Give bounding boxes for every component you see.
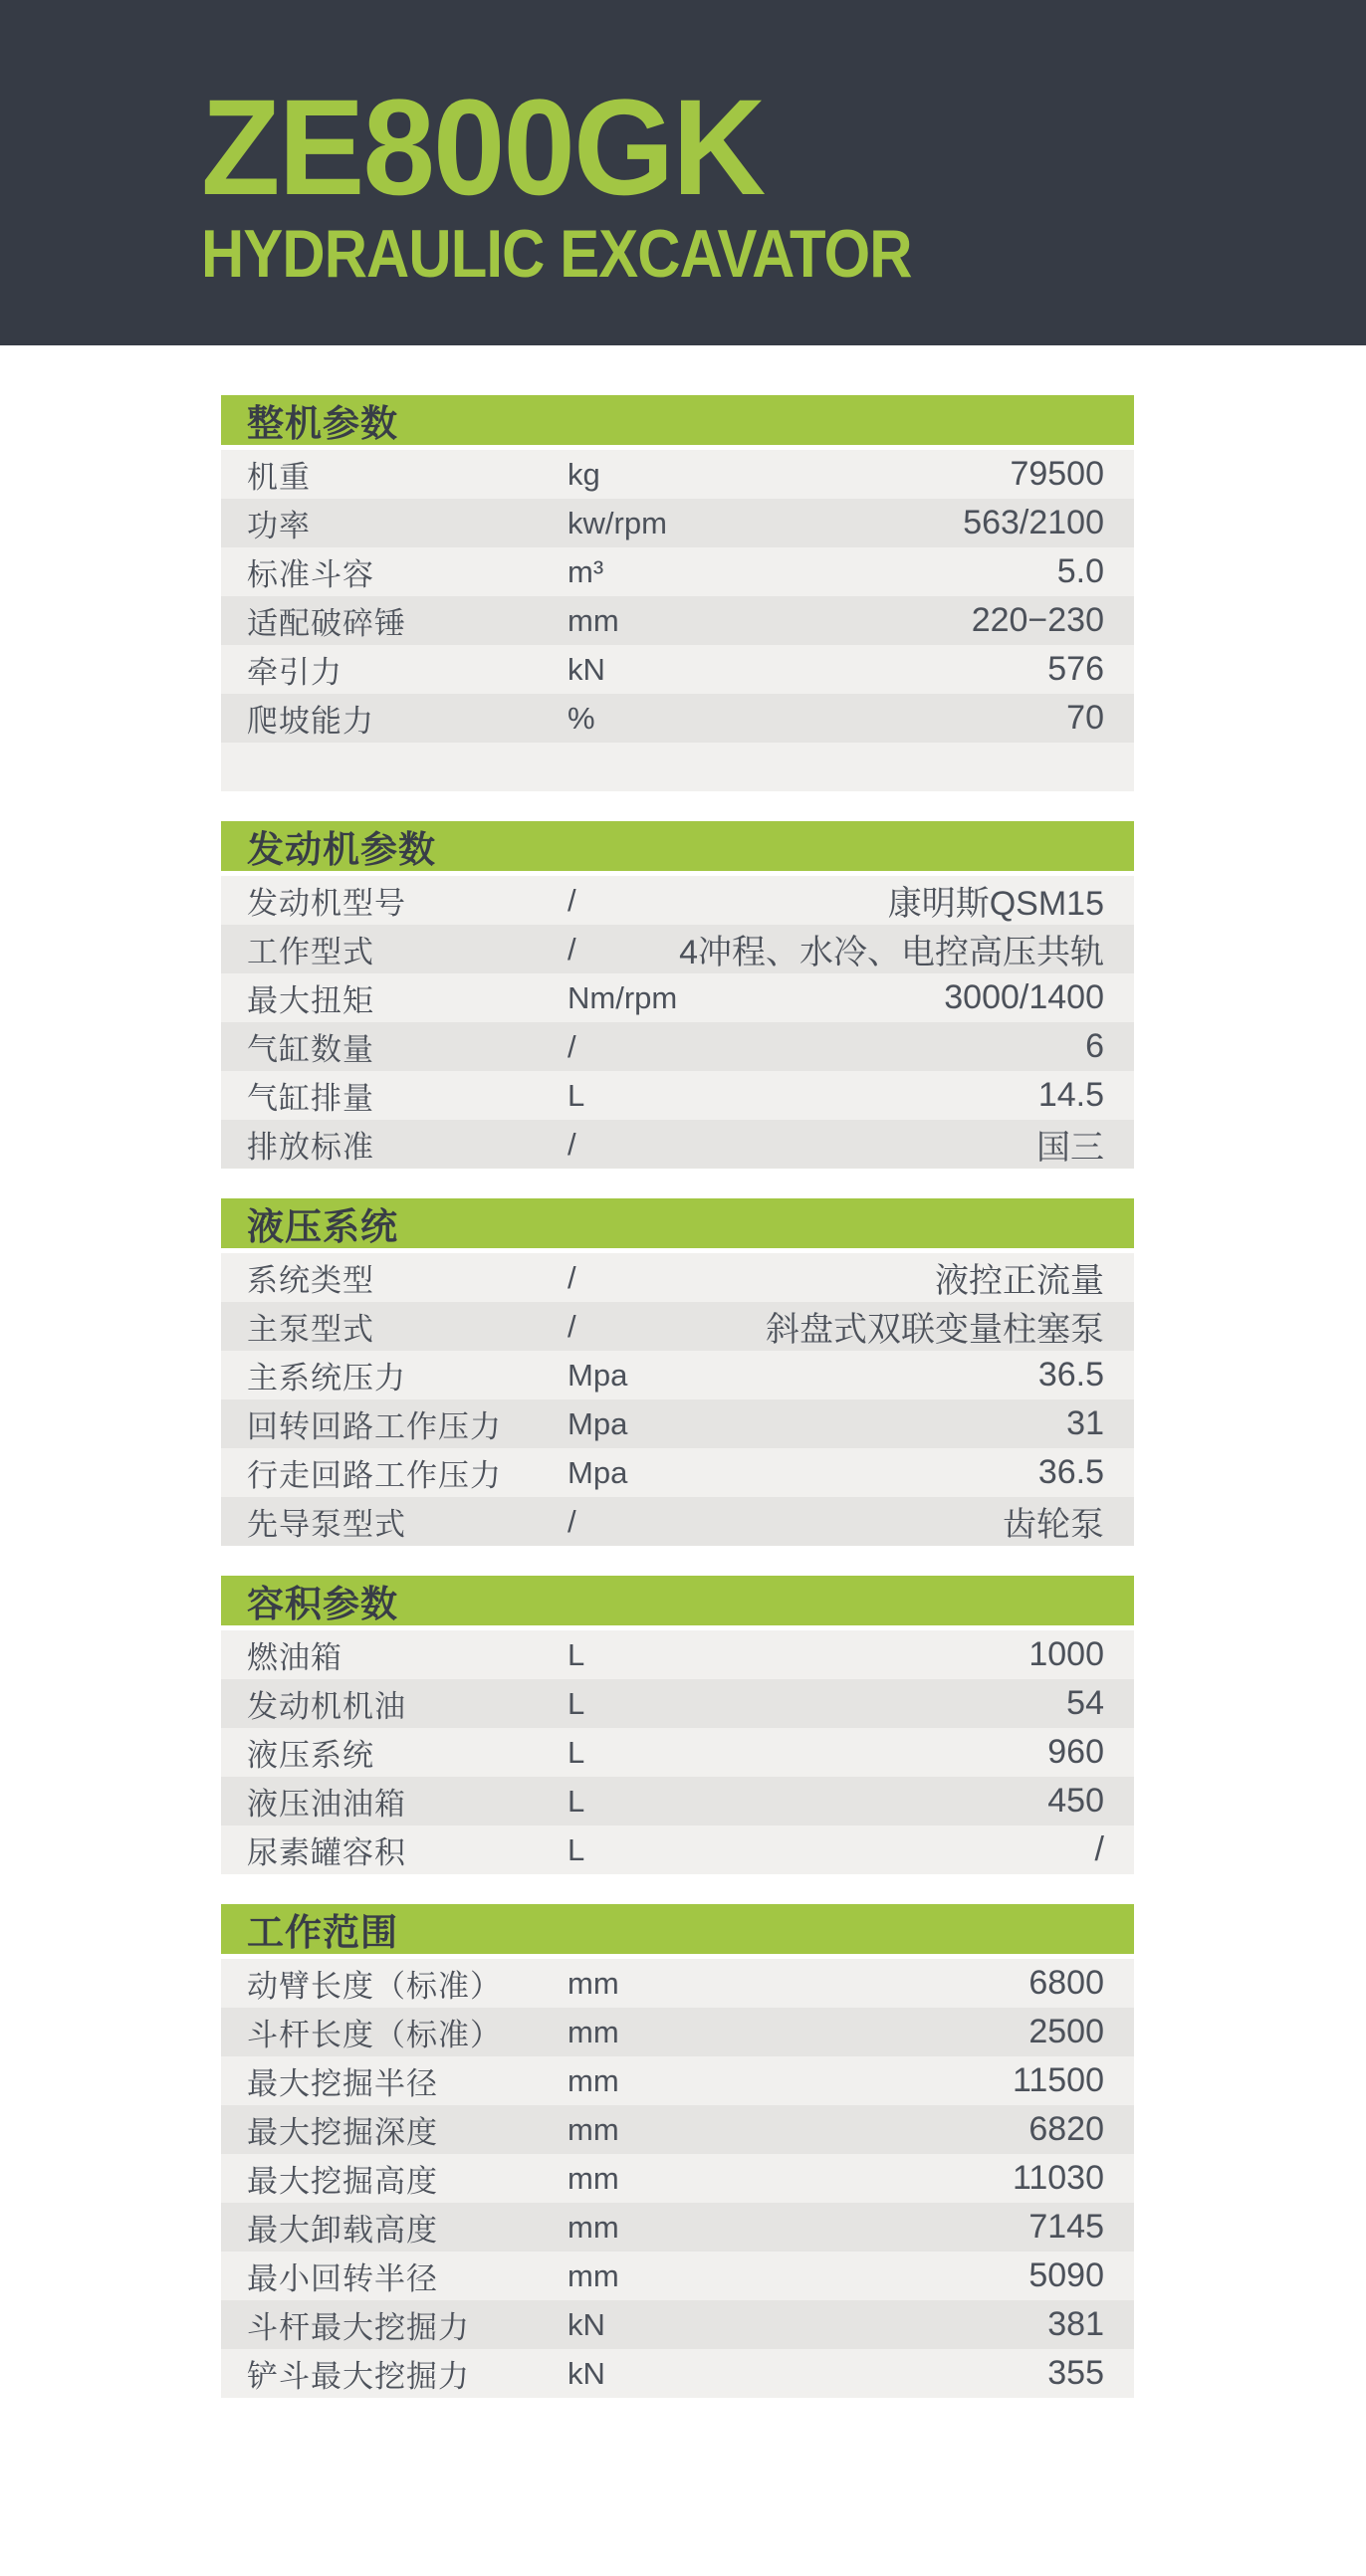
spec-unit: L <box>568 1783 585 1819</box>
table-header-engine: 发动机参数 <box>221 821 1134 876</box>
spec-row <box>221 1351 1134 1399</box>
spec-value: 36.5 <box>1037 1356 1104 1394</box>
spec-label: 最大挖掘深度 <box>247 2115 438 2150</box>
spec-row <box>221 2056 1134 2105</box>
spec-unit: % <box>568 700 595 736</box>
spec-unit: kN <box>568 651 605 687</box>
spec-row <box>221 1679 1134 1728</box>
spec-row <box>221 2105 1134 2154</box>
spec-value: 7145 <box>1028 2208 1104 2246</box>
spec-value: 6800 <box>1028 1964 1104 2002</box>
spec-unit: / <box>568 931 576 966</box>
spec-label: 斗杆最大挖掘力 <box>247 2310 470 2345</box>
table-rows-overall <box>221 450 1134 791</box>
table-hydraulic-system <box>221 1198 1134 1546</box>
spec-row <box>221 876 1134 925</box>
spec-value: 齿轮泵 <box>1003 1506 1104 1544</box>
spec-value: 国三 <box>1036 1129 1104 1167</box>
spec-value: / <box>1094 1830 1104 1868</box>
spec-label: 液压系统 <box>247 1738 374 1773</box>
spec-value: 5090 <box>1028 2256 1104 2294</box>
spec-value: 1000 <box>1028 1635 1104 1673</box>
spec-unit: mm <box>568 1965 619 2001</box>
spec-value: 3000/1400 <box>944 978 1104 1016</box>
table-header-hydraulic: 液压系统 <box>221 1198 1134 1253</box>
spec-value: 4冲程、水冷、电控高压共轨 <box>679 934 1104 971</box>
spec-label: 机重 <box>247 460 311 495</box>
spec-value: 11030 <box>1012 2159 1104 2197</box>
spec-unit: mm <box>568 2160 619 2196</box>
hero-banner <box>0 0 1366 345</box>
spec-row <box>221 1777 1134 1825</box>
spec-value: 14.5 <box>1037 1076 1104 1114</box>
spec-unit: / <box>568 1126 576 1162</box>
spec-unit: m³ <box>568 553 604 589</box>
model-title: ZE800GK <box>201 72 765 224</box>
spec-value: 2500 <box>1028 2013 1104 2050</box>
spec-label: 最小回转半径 <box>247 2261 438 2296</box>
spec-label: 最大挖掘高度 <box>247 2164 438 2199</box>
spec-row <box>221 1253 1134 1302</box>
spec-row <box>221 596 1134 645</box>
spec-row <box>221 1728 1134 1777</box>
spec-row <box>221 1959 1134 2008</box>
spec-unit: Mpa <box>568 1405 628 1441</box>
spec-unit: L <box>568 1831 585 1867</box>
spec-unit: mm <box>568 2014 619 2049</box>
spec-value: 5.0 <box>1056 552 1104 590</box>
spec-label: 主泵型式 <box>247 1312 374 1347</box>
spec-value: 355 <box>1047 2354 1104 2392</box>
spec-label: 发动机型号 <box>247 886 406 921</box>
spec-label: 动臂长度（标准） <box>247 1969 502 2004</box>
spec-label: 牵引力 <box>247 655 342 690</box>
spec-row <box>221 450 1134 499</box>
spec-label: 最大卸载高度 <box>247 2213 438 2248</box>
spec-unit: / <box>568 882 576 918</box>
spec-unit: L <box>568 1685 585 1721</box>
spec-row <box>221 1399 1134 1448</box>
spec-label: 斗杆长度（标准） <box>247 2018 502 2052</box>
hero-subtitle-wrap <box>201 216 1366 292</box>
spec-value: 79500 <box>1010 455 1104 493</box>
spec-value: 液控正流量 <box>935 1262 1104 1300</box>
spec-row <box>221 1825 1134 1874</box>
model-subtitle: HYDRAULIC EXCAVATOR <box>201 216 912 292</box>
spec-row <box>221 1302 1134 1351</box>
spec-row <box>221 2349 1134 2398</box>
spec-value: 31 <box>1066 1404 1104 1442</box>
spec-value: 381 <box>1047 2305 1104 2343</box>
spec-label: 爬坡能力 <box>247 704 374 739</box>
spec-label: 主系统压力 <box>247 1361 406 1395</box>
spec-unit: mm <box>568 2111 619 2147</box>
spec-unit: Mpa <box>568 1357 628 1393</box>
spec-value: 36.5 <box>1037 1453 1104 1491</box>
hero-title-wrap <box>201 72 1366 224</box>
spec-row <box>221 2203 1134 2252</box>
spec-value: 576 <box>1047 650 1104 688</box>
spec-tables <box>221 395 1134 2398</box>
spec-row <box>221 1630 1134 1679</box>
table-rows-capacity <box>221 1630 1134 1874</box>
spec-row <box>221 694 1134 743</box>
spec-value: 斜盘式双联变量柱塞泵 <box>766 1311 1104 1349</box>
spec-value: 54 <box>1066 1684 1104 1722</box>
table-rows-hydraulic <box>221 1253 1134 1546</box>
table-header-capacity: 容积参数 <box>221 1576 1134 1630</box>
spec-label: 燃油箱 <box>247 1640 342 1675</box>
table-overall-parameters <box>221 395 1134 791</box>
spec-label: 发动机机油 <box>247 1689 406 1724</box>
spec-unit: kN <box>568 2355 605 2391</box>
spec-unit: mm <box>568 2209 619 2245</box>
spec-label: 工作型式 <box>247 935 374 969</box>
spec-unit: mm <box>568 2062 619 2098</box>
spec-label: 气缸数量 <box>247 1032 374 1067</box>
table-engine-parameters <box>221 821 1134 1169</box>
spec-row <box>221 1120 1134 1169</box>
table-rows-working-range <box>221 1959 1134 2398</box>
spec-unit: kg <box>568 456 600 492</box>
spec-row <box>221 973 1134 1022</box>
table-working-range <box>221 1904 1134 2398</box>
spec-row <box>221 1448 1134 1497</box>
spec-value: 960 <box>1047 1733 1104 1771</box>
spec-row-empty <box>221 743 1134 791</box>
spec-row <box>221 499 1134 547</box>
spec-unit: Mpa <box>568 1454 628 1490</box>
spec-label: 尿素罐容积 <box>247 1835 406 1870</box>
table-header-working-range: 工作范围 <box>221 1904 1134 1959</box>
spec-unit: kw/rpm <box>568 505 667 540</box>
spec-unit: mm <box>568 2257 619 2293</box>
spec-label: 最大挖掘半径 <box>247 2066 438 2101</box>
spec-label: 行走回路工作压力 <box>247 1458 502 1493</box>
spec-row <box>221 2300 1134 2349</box>
spec-label: 液压油油箱 <box>247 1787 406 1822</box>
spec-value: 11500 <box>1012 2061 1104 2099</box>
spec-unit: L <box>568 1734 585 1770</box>
spec-value: 70 <box>1066 699 1104 737</box>
spec-label: 回转回路工作压力 <box>247 1409 502 1444</box>
spec-row <box>221 1497 1134 1546</box>
spec-label: 铲斗最大挖掘力 <box>247 2359 470 2394</box>
spec-value: 450 <box>1047 1782 1104 1820</box>
spec-label: 标准斗容 <box>247 557 374 592</box>
spec-row <box>221 645 1134 694</box>
spec-row <box>221 2154 1134 2203</box>
spec-unit: kN <box>568 2306 605 2342</box>
spec-unit: / <box>568 1028 576 1064</box>
spec-unit: / <box>568 1308 576 1344</box>
spec-label: 系统类型 <box>247 1263 374 1298</box>
spec-label: 功率 <box>247 509 311 543</box>
spec-row <box>221 1022 1134 1071</box>
table-header-overall: 整机参数 <box>221 395 1134 450</box>
spec-unit: mm <box>568 602 619 638</box>
spec-row <box>221 547 1134 596</box>
spec-row <box>221 2008 1134 2056</box>
spec-label: 气缸排量 <box>247 1081 374 1116</box>
table-rows-engine <box>221 876 1134 1169</box>
spec-row <box>221 925 1134 973</box>
spec-value: 563/2100 <box>963 504 1104 541</box>
spec-label: 先导泵型式 <box>247 1507 406 1542</box>
spec-value: 220−230 <box>971 601 1104 639</box>
spec-label: 排放标准 <box>247 1130 374 1165</box>
table-capacity-parameters <box>221 1576 1134 1874</box>
spec-label: 最大扭矩 <box>247 983 374 1018</box>
spec-value: 康明斯QSM15 <box>887 885 1104 923</box>
spec-unit: L <box>568 1636 585 1672</box>
spec-value: 6820 <box>1028 2110 1104 2148</box>
spec-value: 6 <box>1085 1027 1104 1065</box>
spec-row <box>221 1071 1134 1120</box>
spec-row <box>221 2252 1134 2300</box>
spec-unit: Nm/rpm <box>568 979 678 1015</box>
spec-unit: / <box>568 1259 576 1295</box>
spec-unit: L <box>568 1077 585 1113</box>
spec-unit: / <box>568 1503 576 1539</box>
spec-label: 适配破碎锤 <box>247 606 406 641</box>
